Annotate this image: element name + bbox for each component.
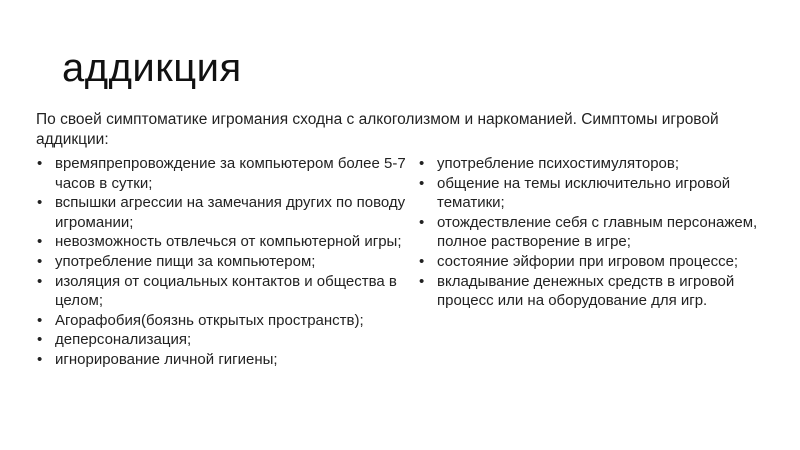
list-item-text: деперсонализация; <box>55 331 192 349</box>
list-item-text: употребление пищи за компьютером; <box>55 252 316 270</box>
bullet-icon: • <box>37 331 43 349</box>
symptoms-list-left <box>36 154 406 370</box>
intro-paragraph: По своей симптоматике игромания сходна с алкоголизмом и наркоманией. Симптомы игровой аддикции: <box>36 111 719 148</box>
list-item-text: употребление психостимуляторов; <box>437 155 680 172</box>
bullet-icon: • <box>419 252 425 270</box>
list-item <box>418 213 778 252</box>
bullet-icon: • <box>37 155 43 172</box>
bullet-icon: • <box>37 194 43 212</box>
list-item-text: отождествление себя с главным персонажем, полное растворение в игре; <box>437 213 758 251</box>
list-item <box>36 154 406 193</box>
list-item <box>418 174 778 213</box>
list-item-text: времяпрепровождение за компьютером более 5-7 часов в сутки; <box>55 155 406 192</box>
list-item-text: Агорафобия(боязнь открытых пространств); <box>55 311 364 329</box>
bullet-icon: • <box>37 252 43 270</box>
list-item-text: вспышки агрессии на замечания других по поводу игромании; <box>55 194 406 231</box>
bullet-icon: • <box>37 311 43 329</box>
list-item <box>36 350 406 370</box>
list-item <box>36 330 406 350</box>
list-item <box>418 252 778 272</box>
bullet-icon: • <box>419 155 425 172</box>
bullet-icon: • <box>37 233 43 251</box>
symptoms-list-right <box>418 154 778 311</box>
list-item <box>36 252 406 272</box>
list-item-text: вкладывание денежных средств в игровой процесс или на оборудование для игр. <box>437 272 735 310</box>
slide-title: аддикция <box>62 46 242 90</box>
list-item <box>36 272 406 311</box>
bullet-icon: • <box>37 350 43 368</box>
bullet-icon: • <box>419 174 425 192</box>
bullet-icon: • <box>419 272 425 290</box>
list-item <box>418 154 778 174</box>
list-item-text: невозможность отвлечься от компьютерной игры; <box>55 233 402 251</box>
list-item-text: игнорирование личной гигиены; <box>55 350 278 368</box>
list-item-text: изоляция от социальных контактов и общества в целом; <box>55 272 397 310</box>
list-item <box>418 272 778 311</box>
list-item-text: состояние эйфории при игровом процессе; <box>437 252 739 270</box>
list-item <box>36 232 406 252</box>
bullet-icon: • <box>37 272 43 290</box>
list-item <box>36 311 406 331</box>
bullet-icon: • <box>419 213 425 231</box>
list-item-text: общение на темы исключительно игровой тематики; <box>437 174 731 212</box>
list-item <box>36 193 406 232</box>
